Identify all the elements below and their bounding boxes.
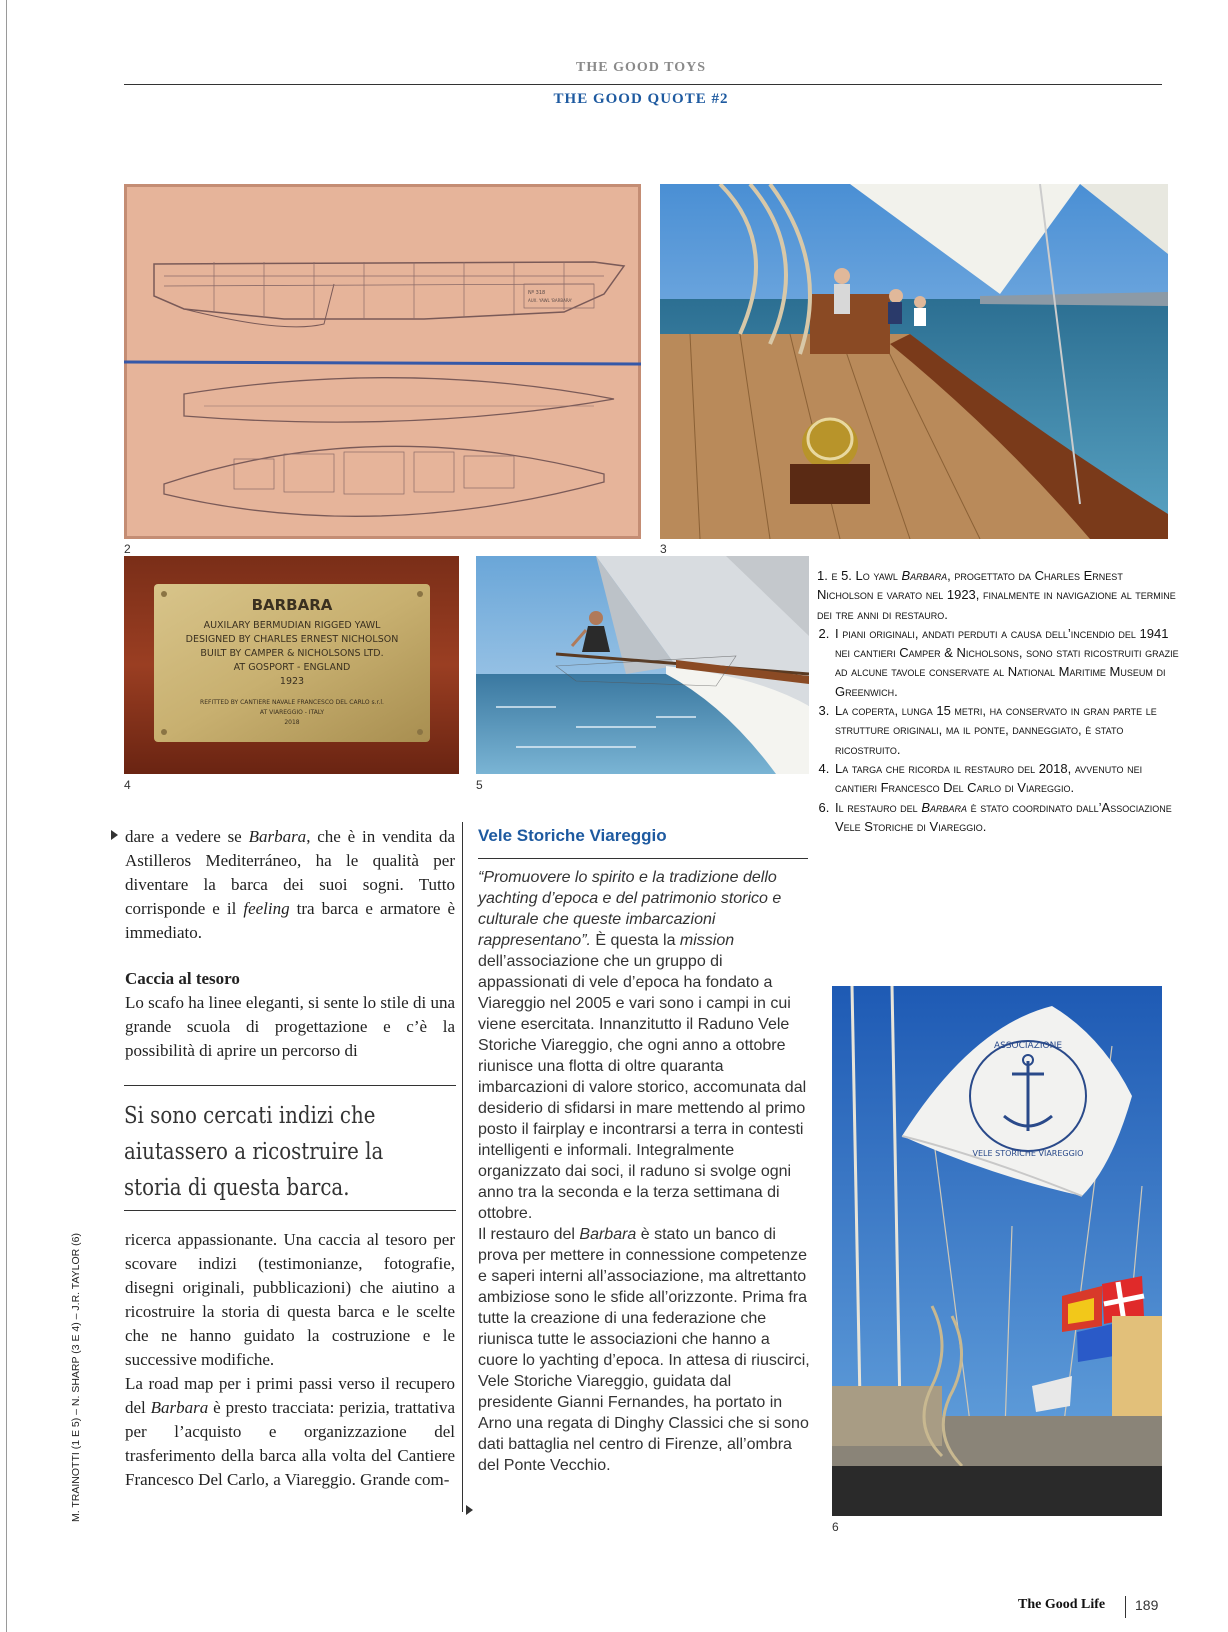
header-rule — [124, 84, 1162, 85]
blueprint-stamp-label: AUX. YAWL 'BARBARA' — [528, 298, 573, 303]
photo-credits: M. TRAINOTTI (1 E 5) – N. SHARP (3 E 4) – J.R. TAYLOR (6) — [70, 1232, 82, 1522]
body-text: , che è in vendita da Astilleros Mediterráneo, ha le qualità per diventare la barca dei suoi sogni. Tutto corrisponde e il — [125, 827, 455, 918]
sidebar-italic-text: Barbara — [579, 1226, 637, 1243]
column-divider — [462, 822, 463, 1512]
pullquote-rule-bottom — [124, 1210, 456, 1211]
pullquote-rule-top — [124, 1085, 456, 1086]
magazine-brand: The Good Life — [1018, 1597, 1106, 1612]
body-paragraph: ricerca appassionante. Una caccia al tesoro per scovare indizi (testimonianze, fotografie, disegni originali, pubblicazioni) che aiutino a ricostruire la storia di questa barca e le scelte che ne hanno guidato la costruzione e le successive modifiche. — [125, 1230, 455, 1369]
body-italic-text: feeling — [243, 899, 290, 918]
caption-item — [833, 798, 1181, 837]
caption-item — [815, 566, 1181, 624]
subheading: Caccia al tesoro — [125, 969, 240, 988]
photo-blueprint — [124, 184, 641, 539]
sidebar-body-text: dell’associazione che un gruppo di appassionati di vele d’epoca ha fondato a Viareggio nel 2005 e vari sono i campi in cui viene esercitata. Innanzitutto il Raduno Vele Storiche Viareggio, che ogni anno a ottobre riunisce una flotta di oltre quaranta imbarcazioni di valore storico, accomunata dal desiderio di sfidarsi in mare mettendo al primo posto il fairplay e incontrarsi a terra in contesti intelligenti e informali. Integralmente organizzato dai soci, il raduno si svolge ogni anno tra la seconda e la terza settimana di ottobre. — [478, 953, 807, 1222]
page-number: 189 — [1135, 1597, 1159, 1613]
caption-item — [833, 624, 1181, 701]
caption-text: 1. e 5. Lo yawl — [817, 568, 902, 583]
footer-separator — [1125, 1596, 1126, 1618]
sidebar-text — [478, 867, 810, 1476]
end-arrow-icon — [466, 1505, 473, 1515]
caption-text: I piani originali, andati perduti a causa dell’incendio del 1941 nei cantieri Camper & Nicholsons, sono stati ricostruiti grazie ad alcune tavole conservate al National Maritime Museum di Greenwich. — [835, 625, 1179, 699]
section-header: THE GOOD TOYS — [576, 60, 706, 75]
blueprint-stamp-number: Nº 318 — [528, 290, 546, 296]
body-paragraph: Lo scafo ha linee eleganti, si sente lo stile di una grande scuola di progettazione e c’è la possibilità di aprire un percorso di — [125, 993, 455, 1060]
photo-nameplate — [124, 556, 459, 774]
plaque-line-6: REFITTED BY CANTIERE NAVALE FRANCESCO DEL CARLO s.r.l. — [200, 699, 384, 706]
caption-text: , progettato da Charles Ernest Nicholson e varato nel 1923, finalmente in navigazione al termine dei tre anni di restauro. — [817, 568, 1176, 622]
sidebar-body-text: Il restauro del — [478, 1226, 580, 1243]
body-italic-text: Barbara — [150, 1398, 209, 1417]
sidebar-quote: “Promuovere lo spirito e la tradizione dello yachting d’epoca e del patrimonio storico e culturale che queste imbarcazioni rappresentano”. — [478, 869, 782, 949]
plaque-line-8: 2018 — [284, 719, 300, 726]
plaque-line-4: AT GOSPORT - ENGLAND — [233, 662, 351, 673]
plaque-line-5: 1923 — [279, 676, 305, 687]
flag-text-top: ASSOCIAZIONE — [993, 1041, 1063, 1051]
page-spine-line — [6, 0, 7, 1632]
caption-list — [815, 566, 1181, 836]
body-text: dare a vedere se — [125, 827, 249, 846]
caption-item — [833, 701, 1181, 759]
photo-yacht-deck — [660, 184, 1168, 539]
photo-number-3: 3 — [660, 542, 667, 556]
caption-boat-name: Barbara — [921, 799, 967, 815]
sidebar-rule — [478, 858, 808, 859]
flag-text-bottom: VELE STORICHE VIAREGGIO — [972, 1149, 1084, 1158]
caption-item — [833, 759, 1181, 798]
photo-number-5: 5 — [476, 778, 483, 792]
plaque-name: BARBARA — [251, 596, 333, 614]
body-text: La road map per i primi passi verso il recupero del — [125, 1374, 455, 1417]
caption-boat-name: Barbara — [901, 568, 948, 583]
body-italic-text: Barbara — [248, 827, 307, 846]
body-text: tra barca e armatore è immediato. — [125, 899, 455, 942]
continuation-arrow-icon — [111, 830, 118, 840]
plaque-line-3: BUILT BY CAMPER & NICHOLSONS LTD. — [200, 648, 384, 659]
photo-bowsprit — [476, 556, 809, 774]
body-column-bottom — [125, 1228, 455, 1492]
caption-text: Il restauro del — [835, 799, 922, 815]
pull-quote: Si sono cercati indizi che aiutassero a ricostruire la storia di questa barca. — [124, 1103, 384, 1201]
sidebar-title: Vele Storiche Viareggio — [478, 826, 667, 845]
photo-number-6: 6 — [832, 1520, 839, 1534]
caption-text: è stato coordinato dall’Associazione Vele Storiche di Viareggio. — [835, 799, 1172, 834]
body-column-top — [125, 825, 455, 1063]
caption-text: La targa che ricorda il restauro del 2018, avvenuto nei cantieri Francesco Del Carlo di Viareggio. — [835, 760, 1143, 796]
photo-association-flag — [832, 986, 1162, 1516]
sidebar-italic-text: mission — [679, 932, 735, 949]
sidebar-body-text: È questa la — [590, 932, 680, 949]
plaque-line-2: DESIGNED BY CHARLES ERNEST NICHOLSON — [185, 634, 399, 645]
photo-number-4: 4 — [124, 778, 131, 792]
body-text: è presto tracciata: perizia, trattativa per l’acquisto e organizzazione del trasferimento della barca alla volta del Cantiere Francesco Del Carlo, a Viareggio. Grande com- — [125, 1398, 455, 1489]
section-subheader: THE GOOD QUOTE #2 — [553, 91, 729, 107]
photo-number-2: 2 — [124, 542, 131, 556]
caption-text: La coperta, lunga 15 metri, ha conservato in gran parte le strutture originali, ma il ponte, danneggiato, è stato ricostruito. — [835, 703, 1157, 757]
plaque-line-1: AUXILARY BERMUDIAN RIGGED YAWL — [203, 620, 381, 631]
body-paragraph — [125, 1372, 455, 1492]
sidebar-body-text: è stato un banco di prova per mettere in connessione competenze e saperi interni all’associazione, ma altrettanto ambiziose sono le sfide all’orizzonte. Prima fra tutte la creazione di una federazione che riunisca tutte le associazioni che hanno a cuore lo yachting d’epoca. In attesa di riuscirci, Vele Storiche Viareggio, guidata dal presidente Gianni Fernandes, ha portato in Arno una regata di Dinghy Classici che si sono dati battaglia nel centro di Firenze, all’ombra del Ponte Vecchio. — [478, 1226, 810, 1474]
plaque-line-7: AT VIAREGGIO - ITALY — [259, 709, 325, 716]
body-paragraph — [125, 825, 455, 945]
